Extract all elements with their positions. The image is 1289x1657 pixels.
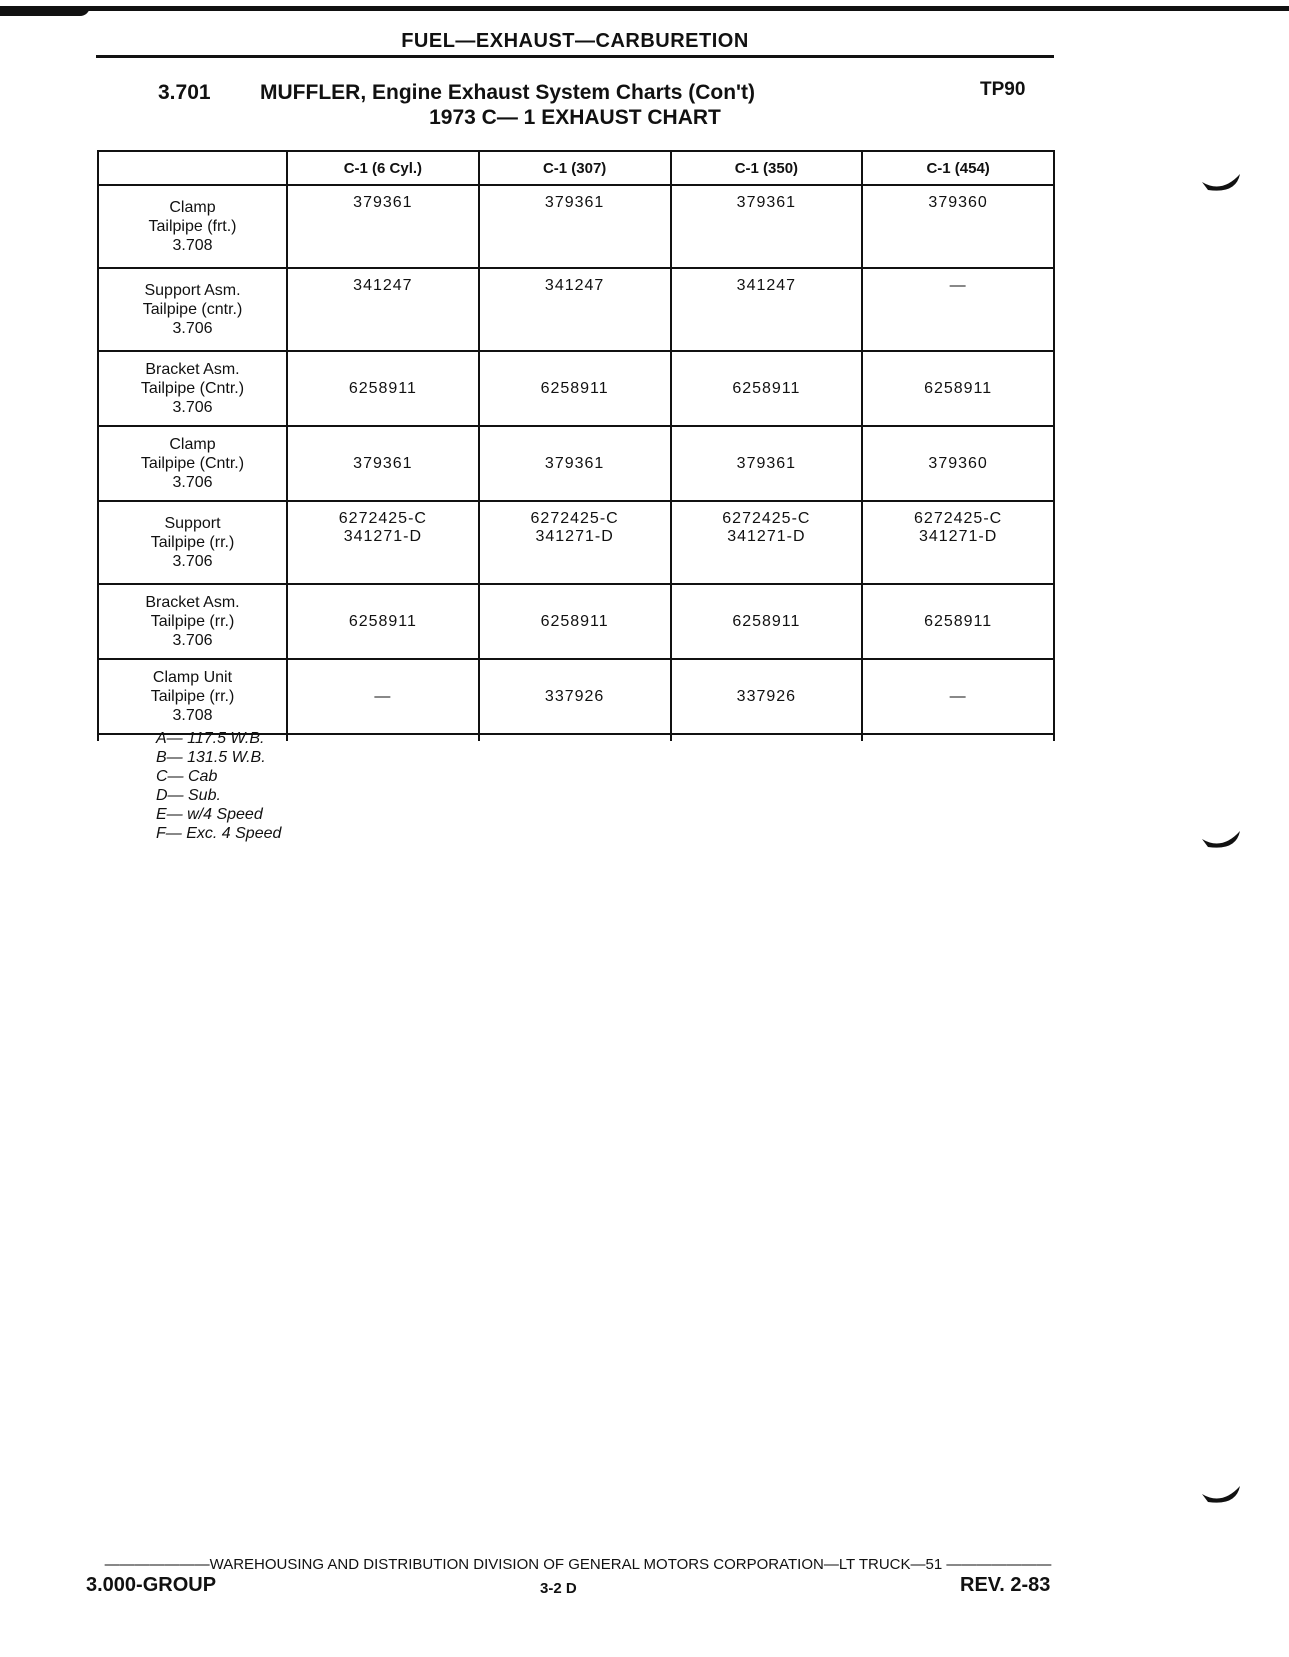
part-location: Tailpipe (rr.) — [150, 613, 235, 630]
part-number-cell — [671, 501, 863, 584]
sub-part-number: 341271-D — [918, 528, 998, 545]
part-number-cell: — — [862, 268, 1054, 351]
footnote: D— Sub. — [156, 787, 221, 804]
part-number-cell: 6258911 — [671, 351, 863, 426]
footnotes — [156, 729, 281, 843]
part-number-cell: 379361 — [671, 426, 863, 501]
footer-page-number: 3-2 D — [540, 1580, 577, 1597]
footer-group: 3.000-GROUP — [86, 1574, 217, 1596]
part-number-cell: 6258911 — [287, 351, 479, 426]
chart-subtitle: 1973 C— 1 EXHAUST CHART — [429, 106, 721, 129]
part-name: Bracket Asm. — [145, 361, 240, 378]
footnote: E— w/4 Speed — [156, 806, 263, 823]
part-number-cell: 6258911 — [862, 351, 1054, 426]
part-location: Tailpipe (rr.) — [150, 534, 235, 551]
part-name: Clamp — [169, 199, 216, 216]
table-header-row — [98, 151, 1054, 185]
part-name: Clamp Unit — [152, 669, 233, 686]
part-location: Tailpipe (frt.) — [148, 218, 237, 235]
row-label — [98, 501, 287, 584]
column-header: C-1 (307) — [479, 151, 671, 185]
sub-part-number: 341271-D — [343, 528, 423, 545]
part-number-cell: 379361 — [287, 426, 479, 501]
part-number-cell: 379361 — [479, 426, 671, 501]
chart-title: MUFFLER, Engine Exhaust System Charts (Con't) — [260, 81, 756, 104]
footnote: A— 117.5 W.B. — [156, 730, 265, 747]
part-number-cell: — — [862, 659, 1054, 734]
part-number-cell — [862, 501, 1054, 584]
footer-publisher-line: ———————WAREHOUSING AND DISTRIBUTION DIVISION OF GENERAL MOTORS CORPORATION—LT TRUCK—51 ——————— — [104, 1556, 1052, 1573]
table-row — [98, 185, 1054, 268]
header-rule — [96, 55, 1054, 58]
part-number-cell: 379361 — [479, 185, 671, 268]
part-number-cell — [287, 501, 479, 584]
cab-part-number: 6272425-C — [530, 510, 619, 527]
section-header: FUEL—EXHAUST—CARBURETION — [401, 30, 749, 52]
footnote: B— 131.5 W.B. — [156, 749, 266, 766]
part-number-cell: 379361 — [287, 185, 479, 268]
sub-part-number: 341271-D — [727, 528, 806, 545]
part-number-cell: 379360 — [862, 426, 1054, 501]
cab-part-number: 6272425-C — [338, 510, 427, 527]
part-reference: 3.706 — [172, 632, 213, 649]
table-row — [98, 501, 1054, 584]
part-number-cell: 341247 — [671, 268, 863, 351]
part-number-cell: 6258911 — [479, 351, 671, 426]
column-header: C-1 (350) — [671, 151, 863, 185]
part-reference: 3.706 — [172, 474, 213, 491]
part-name: Bracket Asm. — [145, 594, 240, 611]
row-label — [98, 185, 287, 268]
exhaust-parts-table — [97, 150, 1055, 741]
part-reference: 3.706 — [172, 553, 213, 570]
column-header: C-1 (6 Cyl.) — [287, 151, 479, 185]
row-label — [98, 584, 287, 659]
top-border-smudge — [0, 6, 90, 16]
part-number-cell: 337926 — [671, 659, 863, 734]
binder-hole-mark — [1200, 825, 1244, 855]
part-number-cell — [479, 501, 671, 584]
part-location: Tailpipe (Cntr.) — [140, 455, 245, 472]
row-label — [98, 351, 287, 426]
part-name: Support Asm. — [144, 282, 241, 299]
table-row — [98, 659, 1054, 734]
part-number-cell: — — [287, 659, 479, 734]
part-reference: 3.708 — [172, 707, 213, 724]
page-code: TP90 — [980, 79, 1026, 100]
column-header: C-1 (454) — [862, 151, 1054, 185]
part-location: Tailpipe (Cntr.) — [140, 380, 245, 397]
top-border-rule — [0, 6, 1289, 11]
table-row — [98, 351, 1054, 426]
section-number: 3.701 — [158, 81, 211, 104]
part-reference: 3.706 — [172, 320, 213, 337]
part-number-cell: 379361 — [671, 185, 863, 268]
cab-part-number: 6272425-C — [914, 510, 1003, 527]
part-number-cell: 6258911 — [862, 584, 1054, 659]
part-number-cell: 341247 — [287, 268, 479, 351]
part-name: Clamp — [169, 436, 216, 453]
part-number-cell: 6258911 — [287, 584, 479, 659]
footer-revision: REV. 2-83 — [960, 1574, 1051, 1596]
part-number-cell: 337926 — [479, 659, 671, 734]
part-location: Tailpipe (cntr.) — [142, 301, 243, 318]
row-label — [98, 426, 287, 501]
part-number-cell: 6258911 — [671, 584, 863, 659]
table-row — [98, 426, 1054, 501]
footnote: F— Exc. 4 Speed — [156, 825, 282, 842]
part-reference: 3.708 — [172, 237, 213, 254]
table-row — [98, 268, 1054, 351]
part-location: Tailpipe (rr.) — [150, 688, 235, 705]
row-label — [98, 659, 287, 734]
part-reference: 3.706 — [172, 399, 213, 416]
column-header — [98, 151, 287, 185]
sub-part-number: 341271-D — [535, 528, 614, 545]
binder-hole-mark — [1200, 1480, 1244, 1510]
part-name: Support — [164, 515, 221, 532]
row-label — [98, 268, 287, 351]
footnote: C— Cab — [156, 768, 218, 785]
binder-hole-mark — [1200, 168, 1244, 198]
part-number-cell: 341247 — [479, 268, 671, 351]
part-number-cell: 6258911 — [479, 584, 671, 659]
cab-part-number: 6272425-C — [722, 510, 811, 527]
part-number-cell: 379360 — [862, 185, 1054, 268]
table-row — [98, 584, 1054, 659]
